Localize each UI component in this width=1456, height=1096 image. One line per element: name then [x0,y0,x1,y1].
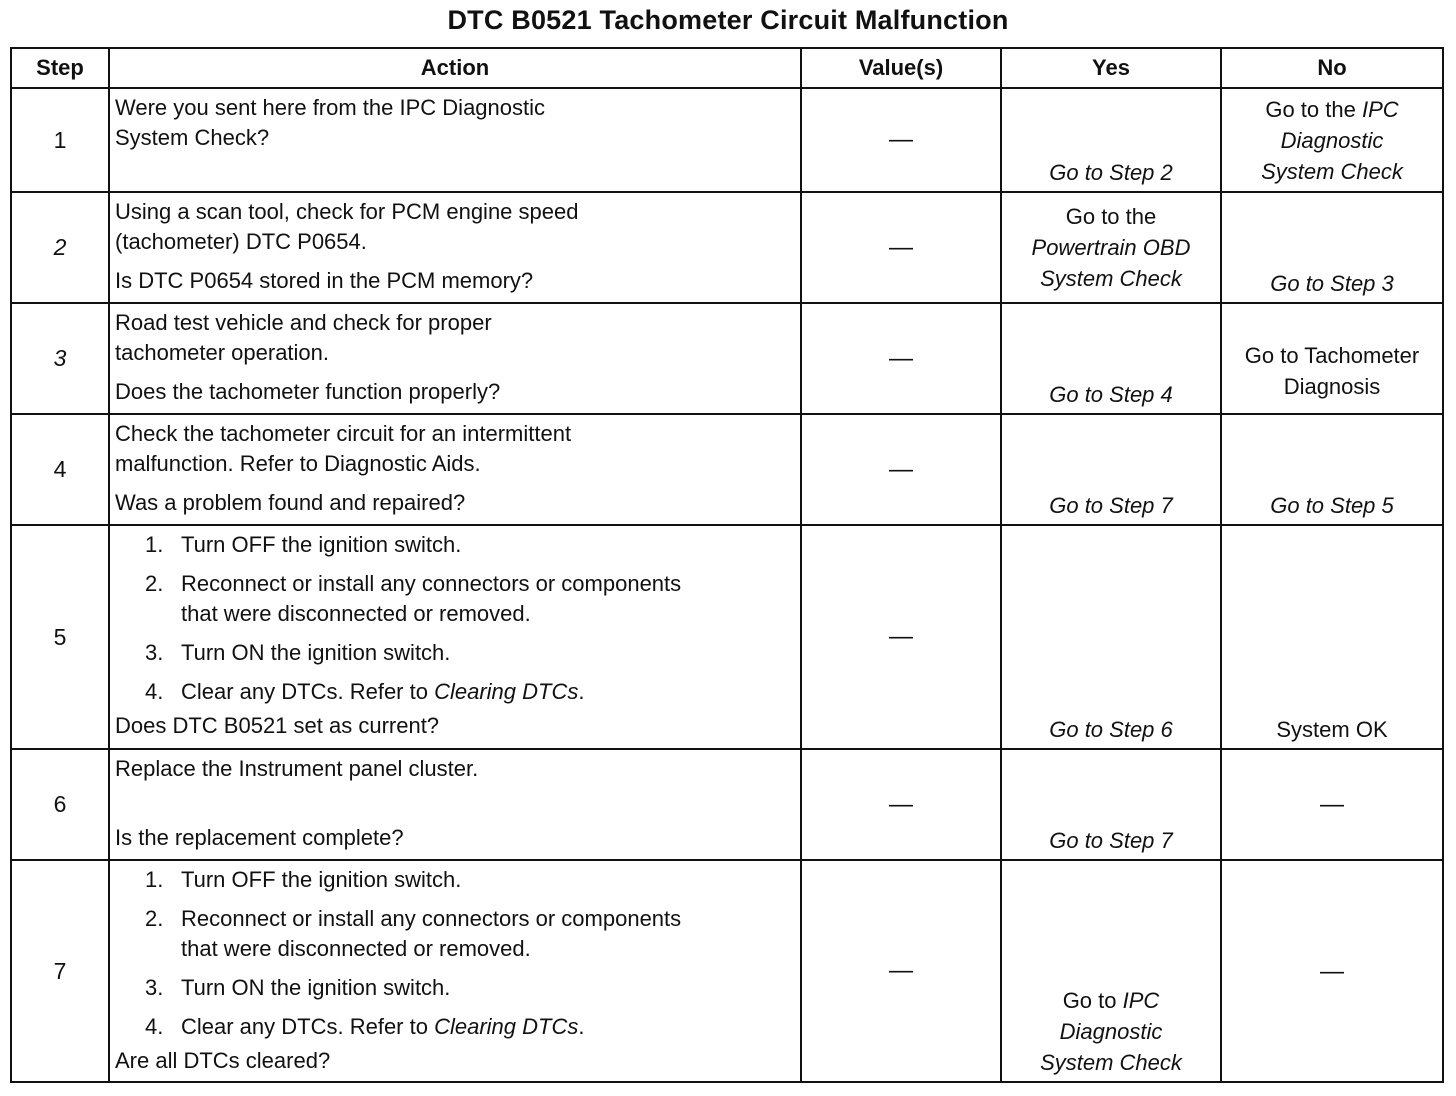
list-item: 2. Reconnect or install any connectors or components that were disconnected or removed. [145,906,682,961]
yes-link[interactable]: Go to Step 6 [1049,717,1173,742]
table-row [11,525,1443,749]
yes-link[interactable]: IPC [1122,988,1160,1013]
substep-list [115,865,794,1042]
list-item: 4. Clear any DTCs. Refer to Clearing DTCs. [145,679,585,704]
action-cell [109,303,801,414]
table-row [11,303,1443,414]
header-no: No [1221,48,1443,88]
yes-cell [1001,749,1221,860]
action-cell [109,88,801,192]
list-item: 3. Turn ON the ignition switch. [145,975,451,1000]
no-text: Go to Tachometer [1244,342,1420,368]
step-number: 5 [11,525,109,749]
no-cell: — [1221,749,1443,860]
action-cell [109,525,801,749]
action-question: Does the tachometer function properly? [115,379,501,404]
table-row [11,860,1443,1082]
value-cell: — [801,414,1001,525]
action-question: Was a problem found and repaired? [115,490,466,515]
table-row [11,192,1443,303]
step-number: 6 [11,749,109,860]
action-text: Road test vehicle and check for proper [115,310,492,335]
page-title: DTC B0521 Tachometer Circuit Malfunction [447,5,1009,35]
no-cell: — [1221,860,1443,1082]
step-number: 7 [11,860,109,1082]
step-number: 2 [11,192,109,303]
list-item: 2. Reconnect or install any connectors or components that were disconnected or removed. [145,571,682,626]
yes-cell [1001,303,1221,414]
action-question: Does DTC B0521 set as current? [115,713,440,738]
table-row [11,749,1443,860]
step-number: 1 [11,88,109,192]
action-text: Using a scan tool, check for PCM engine speed [115,199,579,224]
yes-link[interactable]: System Check [1040,1050,1182,1075]
action-cell [109,414,801,525]
substep-list [115,530,794,707]
header-values: Value(s) [801,48,1001,88]
action-text: Replace the Instrument panel cluster. [115,756,479,781]
no-link[interactable]: Go to Step 3 [1270,271,1394,296]
no-link[interactable]: System Check [1261,158,1403,184]
step-number: 3 [11,303,109,414]
no-cell [1221,192,1443,303]
value-cell: — [801,192,1001,303]
clearing-dtcs-link[interactable]: Clearing DTCs [434,1014,579,1039]
no-link[interactable]: Diagnostic [1280,127,1384,153]
yes-cell [1001,192,1221,303]
value-cell: — [801,749,1001,860]
yes-text: Go to the [1065,204,1157,229]
list-item: 1. Turn OFF the ignition switch. [145,867,462,892]
table-row [11,414,1443,525]
value-cell: — [801,860,1001,1082]
yes-link[interactable]: Go to Step 7 [1049,493,1173,518]
list-item: 1. Turn OFF the ignition switch. [145,532,462,557]
yes-text: Go to [1062,988,1123,1013]
no-cell [1221,88,1443,192]
action-text: malfunction. Refer to Diagnostic Aids. [115,451,481,476]
yes-link[interactable]: Powertrain OBD [1031,235,1191,260]
no-cell [1221,414,1443,525]
yes-link[interactable]: System Check [1040,266,1182,291]
no-link[interactable]: IPC [1361,96,1399,122]
diagnostic-table [10,47,1444,1083]
header-yes: Yes [1001,48,1221,88]
table-row [11,88,1443,192]
action-question: Is DTC P0654 stored in the PCM memory? [115,268,534,293]
action-text: (tachometer) DTC P0654. [115,229,367,254]
no-cell [1221,525,1443,749]
header-row [11,48,1443,88]
yes-link[interactable]: Diagnostic [1059,1019,1163,1044]
yes-link[interactable]: Go to Step 2 [1049,160,1173,185]
step-number: 4 [11,414,109,525]
value-cell: — [801,303,1001,414]
action-cell [109,860,801,1082]
no-text: System OK [1276,717,1388,742]
action-question: Are all DTCs cleared? [115,1048,331,1073]
list-item: 4. Clear any DTCs. Refer to Clearing DTCs. [145,1014,585,1039]
value-cell: — [801,525,1001,749]
header-action: Action [109,48,801,88]
action-cell [109,192,801,303]
header-step: Step [11,48,109,88]
no-link[interactable]: Go to Step 5 [1270,493,1394,518]
clearing-dtcs-link[interactable]: Clearing DTCs [434,679,579,704]
value-cell: — [801,88,1001,192]
action-question: Is the replacement complete? [115,825,404,850]
yes-cell [1001,88,1221,192]
action-cell [109,749,801,860]
no-cell [1221,303,1443,414]
no-text: Go to the [1265,96,1362,122]
yes-cell [1001,525,1221,749]
yes-cell [1001,414,1221,525]
action-text: Check the tachometer circuit for an intermittent [115,421,572,446]
action-text: tachometer operation. [115,340,330,365]
yes-link[interactable]: Go to Step 7 [1049,828,1173,853]
no-text: Diagnosis [1283,373,1381,399]
action-text: Were you sent here from the IPC Diagnostic [115,95,546,120]
list-item: 3. Turn ON the ignition switch. [145,640,451,665]
yes-cell [1001,860,1221,1082]
yes-link[interactable]: Go to Step 4 [1049,382,1173,407]
action-text: System Check? [115,125,270,150]
